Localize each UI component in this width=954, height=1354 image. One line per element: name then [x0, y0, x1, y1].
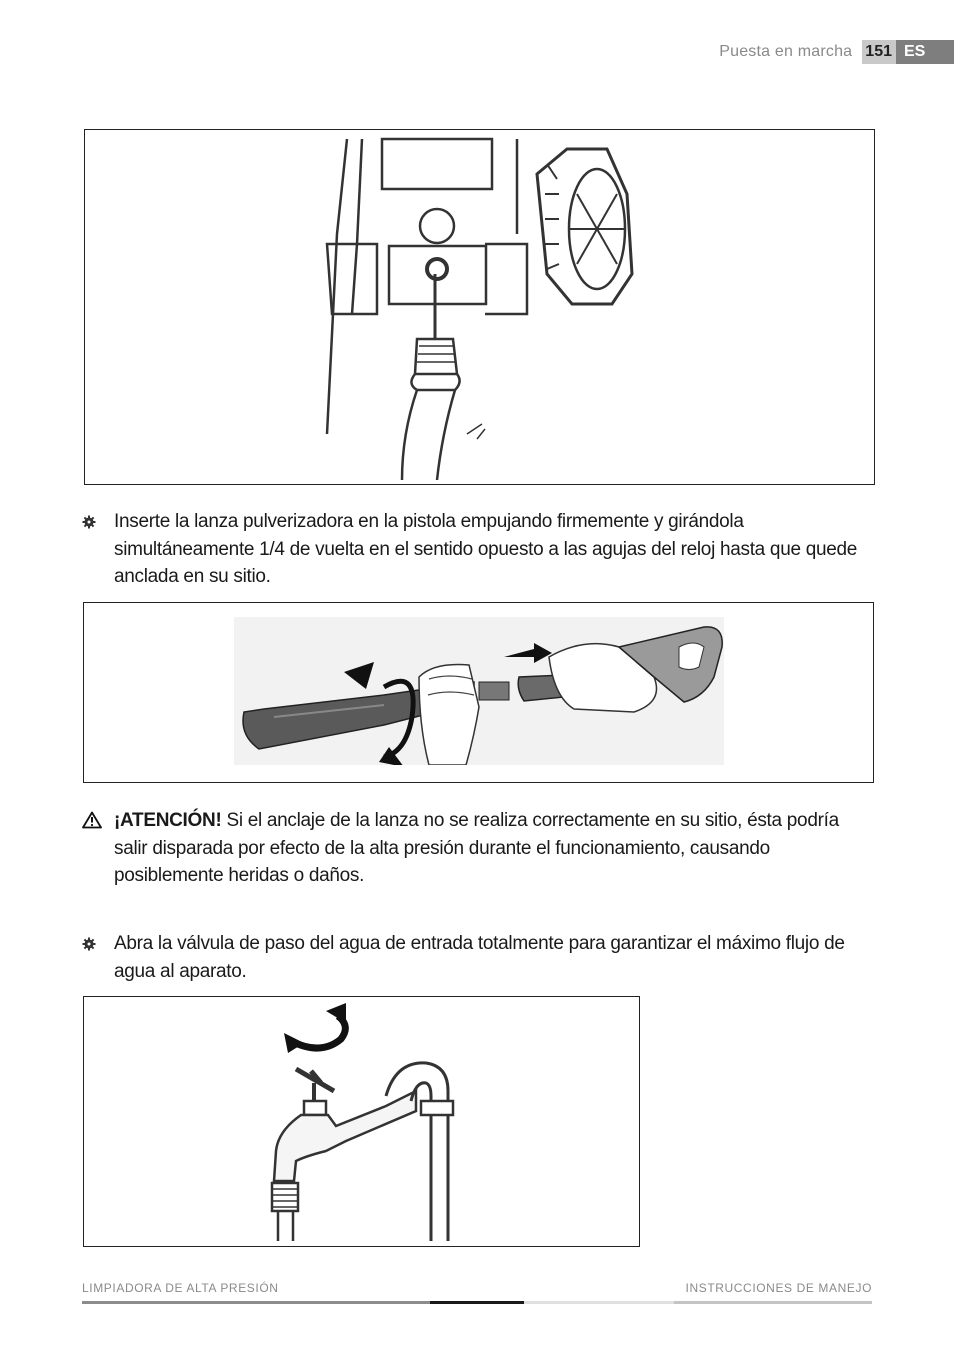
figure-insert-lance	[83, 602, 874, 783]
instruction-open-valve: Abra la válvula de paso del agua de entrada totalmente para garantizar el máximo flujo de agua al aparato.	[114, 933, 845, 982]
page-number: 151	[862, 40, 896, 64]
warning-text: Si el anclaje de la lanza no se realiza correctamente en su sitio, ésta podría salir disparada por efecto de la alta presión durante el funcionamiento, causando posiblemente heridas o daños.	[114, 810, 839, 886]
warning-triangle-icon	[82, 811, 102, 829]
hose-connection-illustration	[307, 134, 652, 480]
insert-lance-illustration	[234, 617, 724, 765]
footer-bar-mid	[674, 1301, 872, 1304]
warning-paragraph	[114, 807, 874, 890]
language-tag: ES	[896, 40, 954, 64]
gear-bullet-icon	[82, 515, 96, 529]
water-tap-illustration	[266, 1001, 456, 1241]
footer-bar-dark	[430, 1301, 524, 1304]
footer-bar-gray	[82, 1301, 430, 1304]
footer-doc-type: INSTRUCCIONES DE MANEJO	[685, 1281, 872, 1295]
gear-bullet-icon	[82, 937, 96, 951]
page-header	[719, 40, 954, 64]
figure-water-tap	[83, 996, 640, 1247]
section-title: Puesta en marcha	[719, 43, 853, 60]
instruction-insert-lance: Inserte la lanza pulverizadora en la pistola empujando firmemente y girándola simultáneamente 1/4 de vuelta en el sentido opuesto a las agujas del reloj hasta que quede anclada en su sitio.	[114, 511, 858, 587]
warning-title: ¡ATENCIÓN!	[114, 810, 222, 831]
footer-product-name: LIMPIADORA DE ALTA PRESIÓN	[82, 1281, 279, 1295]
figure-hose-connection	[84, 129, 875, 485]
footer-bar-light	[524, 1301, 674, 1304]
